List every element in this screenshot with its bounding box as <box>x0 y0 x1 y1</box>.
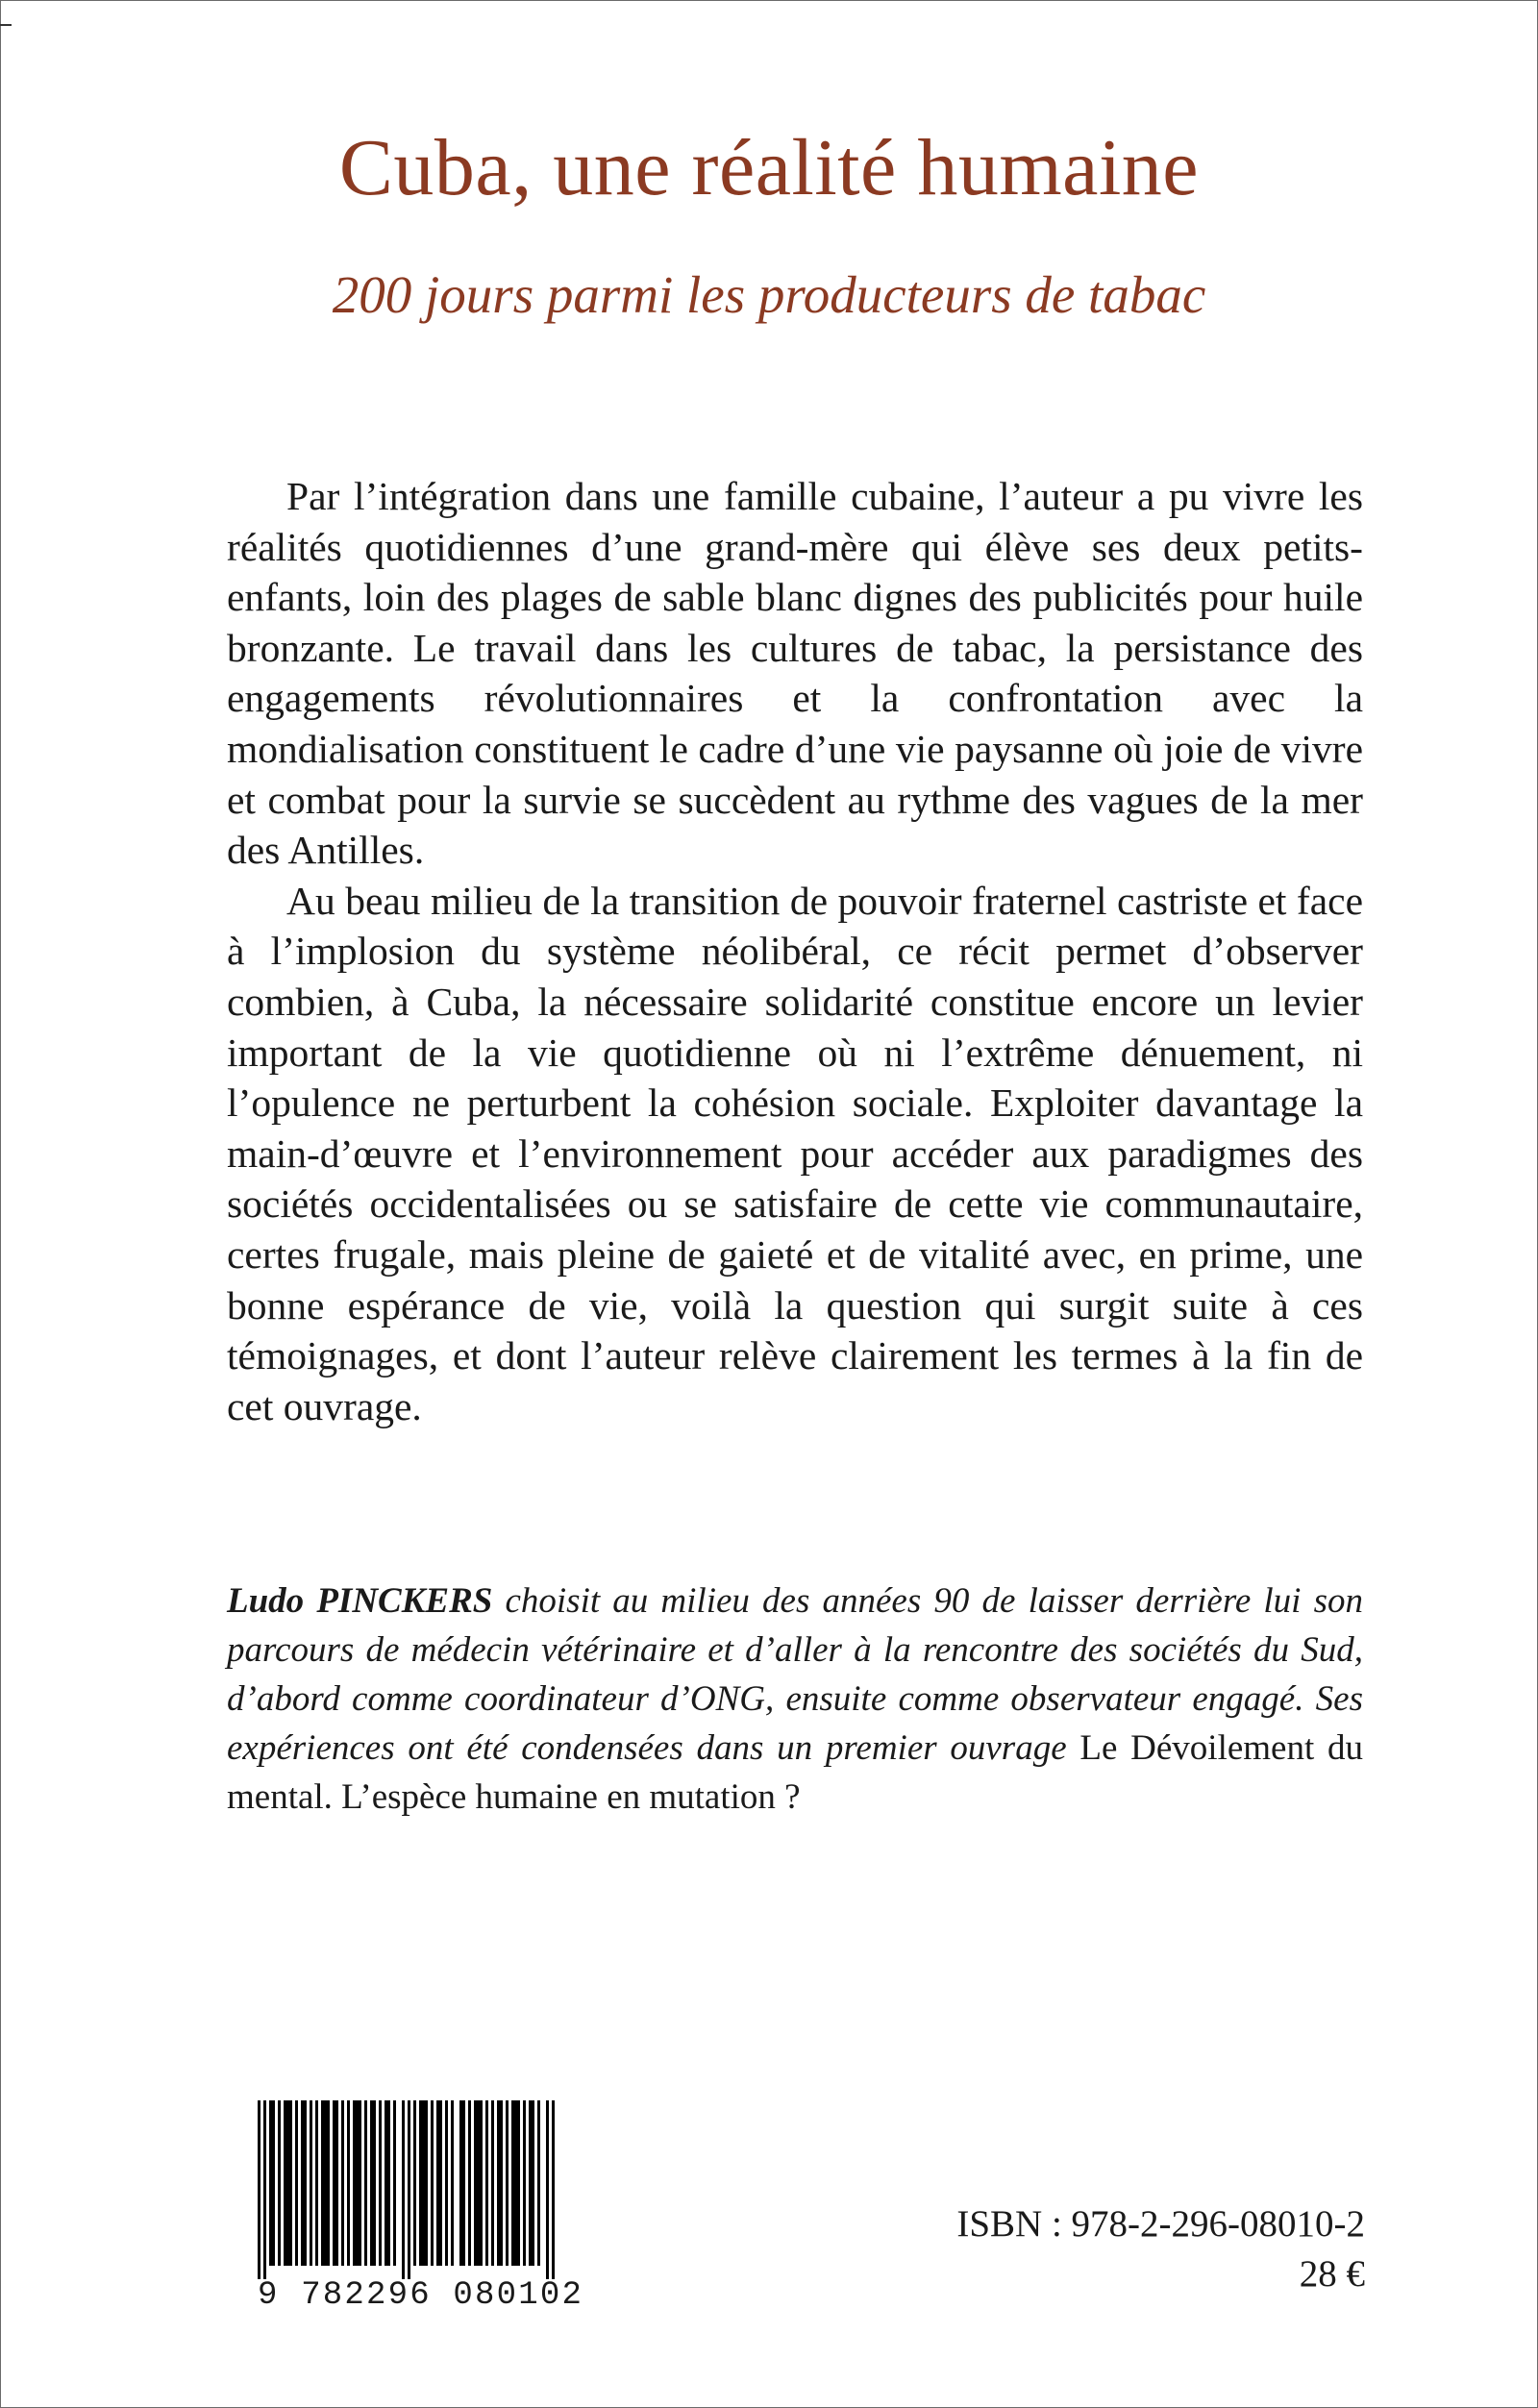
barcode <box>258 2100 584 2314</box>
barcode-icon <box>258 2100 561 2279</box>
isbn: ISBN : 978-2-296-08010-2 <box>956 2203 1365 2245</box>
price: 28 € <box>1299 2253 1365 2295</box>
author-bio-text: choisit au milieu des années 90 de laisser derrière lui son parcours de médecin vétérinaire et d’aller à la rencontre des sociétés du Sud, d’abord comme coordinateur d’ONG, ensuite comme observateur engagé. Ses expériences ont été condensées dans un premier ouvrage <box>227 1581 1363 1768</box>
barcode-number: 9 782296 080102 <box>258 2277 584 2314</box>
author-bio <box>227 1576 1363 1822</box>
previous-book-title: Le Dévoilement du mental. L’espèce humaine en mutation ? <box>227 1728 1363 1817</box>
back-cover-summary <box>227 471 1363 1431</box>
summary-paragraph: Au beau milieu de la transition de pouvoir fraternel castriste et face à l’implosion du système néolibéral, ce récit permet d’observer combien, à Cuba, la nécessaire solidarité constitue encore un levier important de la vie quotidienne où ni l’extrême dénuement, ni l’opulence ne perturbent la cohésion sociale. Exploiter davantage la main-d’œuvre et l’environnement pour accéder aux paradigmes des sociétés occidentalisées ou se satisfaire de cette vie communautaire, certes frugale, mais pleine de gaieté et de vitalité avec, en prime, une bonne espérance de vie, voilà la question qui surgit suite à ces témoignages, et dont l’auteur relève clairement les termes à la fin de cet ouvrage. <box>227 878 1363 1428</box>
author-name: Ludo PINCKERS <box>227 1581 493 1621</box>
crop-mark <box>0 24 12 26</box>
summary-paragraph: Par l’intégration dans une famille cubaine, l’auteur a pu vivre les réalités quotidiennes d’une grand-mère qui élève ses deux petits-enfants, loin des plages de sable blanc dignes des publicités pour huile bronzante. Le travail dans les cultures de tabac, la persistance des engagements révolutionnaires et la confrontation avec la mondialisation constituent le cadre d’une vie paysanne où joie de vivre et combat pour la survie se succèdent au rythme des vagues de la mer des Antilles. <box>227 474 1363 873</box>
book-title: Cuba, une réalité humaine <box>338 123 1200 212</box>
book-subtitle: 200 jours parmi les producteurs de tabac <box>332 265 1206 324</box>
